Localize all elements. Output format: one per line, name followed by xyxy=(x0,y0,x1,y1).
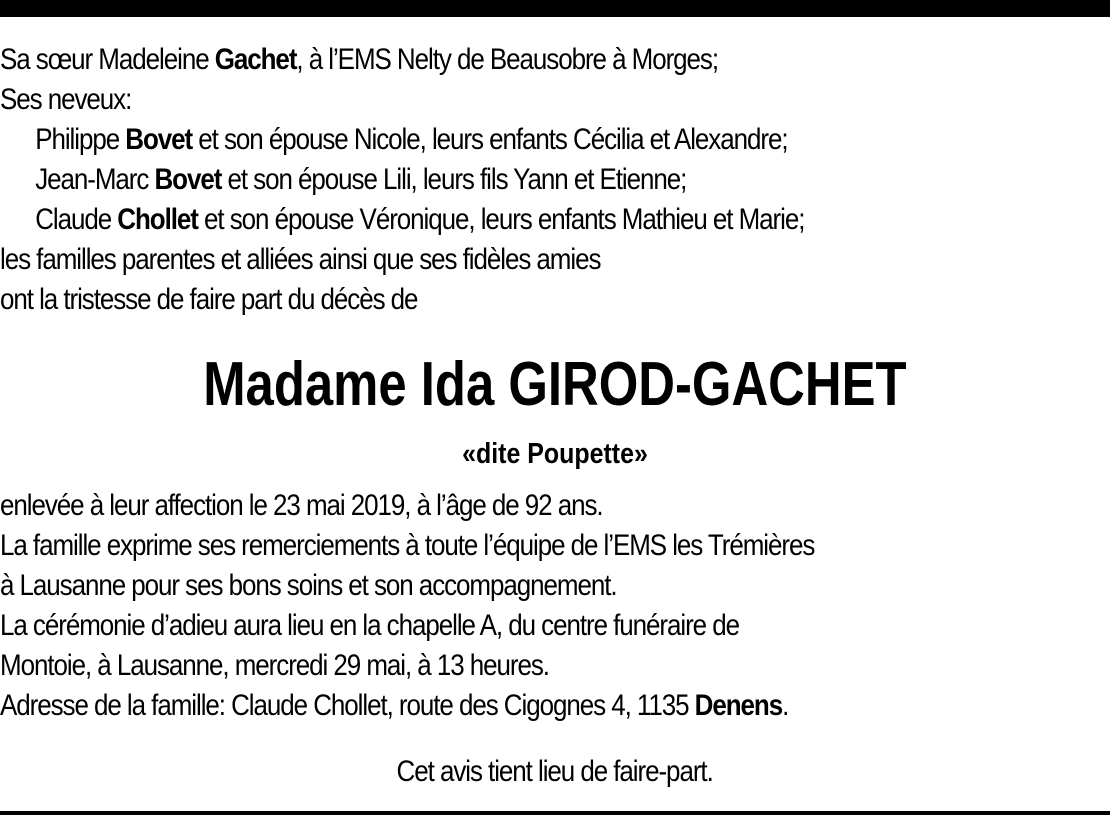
ceremony-line-cont: Montoie, à Lausanne, mercredi 29 mai, à 13 heures. xyxy=(0,649,549,682)
bottom-rule xyxy=(0,811,1110,815)
top-rule xyxy=(0,0,1110,17)
death-date-line: enlevée à leur affection le 23 mai 2019, à l’âge de 92 ans. xyxy=(0,489,603,522)
closing-note: Cet avis tient lieu de faire-part. xyxy=(396,755,714,788)
thanks-line: La famille exprime ses remerciements à toute l’équipe de l’EMS les Trémières xyxy=(0,529,815,562)
sister-line: Sa sœur Madeleine Gachet, à l’EMS Nelty de Beausobre à Morges; xyxy=(0,43,719,76)
thanks-line-cont: à Lausanne pour ses bons soins et son accompagnement. xyxy=(0,569,617,602)
families-line: les familles parentes et alliées ainsi que ses fidèles amies xyxy=(0,243,601,276)
announcement-line: ont la tristesse de faire part du décès de xyxy=(0,283,418,316)
nephews-heading: Ses neveux: xyxy=(0,83,132,116)
nephew-line: Philippe Bovet et son épouse Nicole, leurs enfants Cécilia et Alexandre; xyxy=(35,123,788,156)
nephew-line: Claude Chollet et son épouse Véronique, leurs enfants Mathieu et Marie; xyxy=(35,203,805,236)
notice-details xyxy=(0,486,1110,726)
address-line: Adresse de la famille: Claude Chollet, route des Cigognes 4, 1135 Denens. xyxy=(0,689,789,722)
nephew-line: Jean-Marc Bovet et son épouse Lili, leurs fils Yann et Etienne; xyxy=(35,163,687,196)
ceremony-line: La cérémonie d’adieu aura lieu en la chapelle A, du centre funéraire de xyxy=(0,609,739,642)
notice-intro xyxy=(0,40,977,320)
deceased-nickname: «dite Poupette» xyxy=(462,438,648,470)
deceased-name: Madame Ida GIROD-GACHET xyxy=(203,350,907,419)
